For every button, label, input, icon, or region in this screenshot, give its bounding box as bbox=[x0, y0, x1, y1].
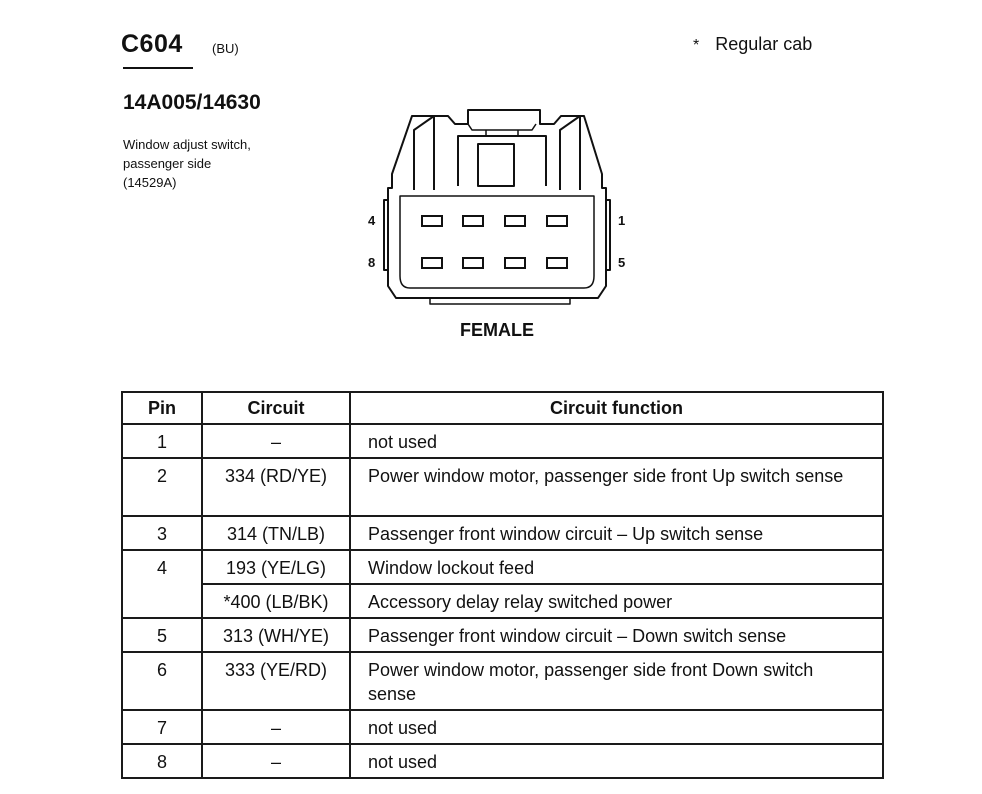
table-row bbox=[122, 458, 883, 516]
function-cell: Window lockout feed bbox=[350, 550, 883, 584]
circuit-cell: 314 (TN/LB) bbox=[202, 516, 350, 550]
gender-label: FEMALE bbox=[460, 320, 534, 340]
pin-cell: 6 bbox=[122, 652, 202, 710]
regular-cab-note bbox=[693, 34, 812, 55]
pin-cell: 4 bbox=[122, 550, 202, 618]
pin-cell: 3 bbox=[122, 516, 202, 550]
function-cell: not used bbox=[350, 744, 883, 778]
table-row bbox=[122, 584, 883, 618]
circuit-cell: *400 (LB/BK) bbox=[202, 584, 350, 618]
table-row bbox=[122, 516, 883, 550]
table-row bbox=[122, 424, 883, 458]
note-text: Regular cab bbox=[715, 34, 813, 54]
circuit-cell: 313 (WH/YE) bbox=[202, 618, 350, 652]
pin-label-5: 5 bbox=[618, 255, 626, 270]
function-cell: Passenger front window circuit – Up switch sense bbox=[350, 516, 883, 550]
function-cell: Accessory delay relay switched power bbox=[350, 584, 883, 618]
header-pin: Pin bbox=[122, 392, 202, 424]
lock-ramp bbox=[468, 124, 536, 130]
cavity-pin-2 bbox=[505, 216, 525, 226]
circuit-cell: 333 (YE/RD) bbox=[202, 652, 350, 710]
cavity-pin-3 bbox=[463, 216, 483, 226]
circuit-cell: 334 (RD/YE) bbox=[202, 458, 350, 516]
note-marker: * bbox=[693, 37, 700, 54]
pin-label-8: 8 bbox=[368, 255, 376, 270]
pin-cell: 7 bbox=[122, 710, 202, 744]
title-underline bbox=[123, 67, 193, 69]
function-cell: Passenger front window circuit – Down switch sense bbox=[350, 618, 883, 652]
pin-label-1: 1 bbox=[618, 213, 626, 228]
table-row bbox=[122, 710, 883, 744]
pin-cell: 5 bbox=[122, 618, 202, 652]
function-cell: Power window motor, passenger side front Down switch sense bbox=[350, 652, 883, 710]
circuit-cell: – bbox=[202, 744, 350, 778]
header-circuit-function: Circuit function bbox=[350, 392, 883, 424]
pin-cell: 1 bbox=[122, 424, 202, 458]
cavity-pin-5 bbox=[547, 258, 567, 268]
cavity-pin-7 bbox=[463, 258, 483, 268]
pin-label-4: 4 bbox=[368, 213, 376, 228]
function-cell: not used bbox=[350, 710, 883, 744]
connector-color: (BU) bbox=[212, 41, 239, 56]
table-row bbox=[122, 550, 883, 584]
connector-shell bbox=[388, 110, 606, 298]
pin-cell: 2 bbox=[122, 458, 202, 516]
cavity-pin-4 bbox=[422, 216, 442, 226]
connector-face-diagram bbox=[360, 100, 660, 350]
connector-id: C604 bbox=[121, 30, 183, 58]
pin-cell: 8 bbox=[122, 744, 202, 778]
part-numbers: 14A005/14630 bbox=[123, 91, 261, 114]
table-row bbox=[122, 652, 883, 710]
cavity-pin-8 bbox=[422, 258, 442, 268]
header-circuit: Circuit bbox=[202, 392, 350, 424]
connector-inner-wall bbox=[400, 196, 594, 288]
cavity-pin-6 bbox=[505, 258, 525, 268]
lock-window bbox=[478, 144, 514, 186]
table-row bbox=[122, 618, 883, 652]
cavity-pin-1 bbox=[547, 216, 567, 226]
left-tower bbox=[414, 116, 434, 190]
circuit-cell: – bbox=[202, 710, 350, 744]
circuit-cell: – bbox=[202, 424, 350, 458]
circuit-cell: 193 (YE/LG) bbox=[202, 550, 350, 584]
function-cell: not used bbox=[350, 424, 883, 458]
table-row bbox=[122, 744, 883, 778]
pin-circuit-table bbox=[121, 391, 884, 779]
component-description: Window adjust switch, passenger side (14529A) bbox=[123, 137, 251, 190]
function-cell: Power window motor, passenger side front Up switch sense bbox=[350, 458, 883, 516]
right-tower bbox=[560, 116, 580, 190]
